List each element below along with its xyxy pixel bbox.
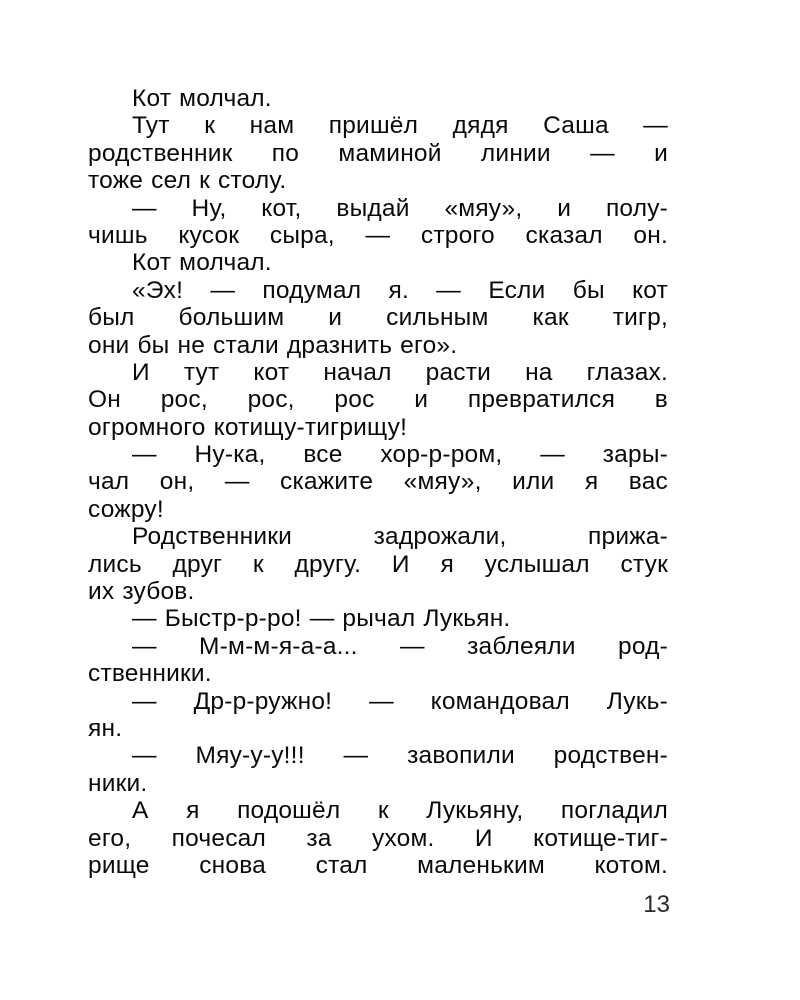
text-line: его, почесал за ухом. И котище-тиг- — [88, 824, 668, 852]
story-text — [88, 85, 668, 879]
text-line: ственники. — [88, 660, 212, 688]
text-line: — М-м-м-я-а-а... — заблеяли род- — [132, 632, 668, 660]
text-line: Тут к нам пришёл дядя Саша — — [132, 112, 668, 140]
text-line: родственник по маминой линии — и — [88, 139, 668, 167]
text-line: чишь кусок сыра, — строго сказал он. — [88, 221, 668, 249]
text-line: «Эх! — подумал я. — Если бы кот — [132, 276, 668, 304]
text-line: ники. — [88, 769, 148, 797]
text-line: рище снова стал маленьким котом. — [88, 851, 668, 879]
text-line: чал он, — скажите «мяу», или я вас — [88, 468, 668, 496]
text-line: Кот молчал. — [132, 85, 272, 112]
text-line: — Мяу-у-у!!! — завопили родствен- — [132, 742, 668, 770]
text-line: — Быстр-р-ро! — рычал Лукьян. — [132, 605, 511, 633]
text-line: — Др-р-ружно! — командовал Лукь- — [132, 687, 668, 715]
text-line: тоже сел к столу. — [88, 167, 287, 195]
text-line: — Ну, кот, выдай «мяу», и полу- — [132, 194, 668, 222]
text-line: огромного котищу-тигрищу! — [88, 413, 408, 441]
text-line: Он рос, рос, рос и превратился в — [88, 386, 668, 414]
text-line: Кот молчал. — [132, 249, 272, 277]
text-line: сожру! — [88, 495, 164, 523]
text-line: был большим и сильным как тигр, — [88, 304, 668, 332]
text-line: они бы не стали дразнить его». — [88, 331, 458, 359]
page-number: 13 — [643, 891, 670, 918]
text-line: лись друг к другу. И я услышал стук — [88, 550, 668, 578]
text-line: ян. — [88, 714, 123, 742]
text-line: Родственники задрожали, прижа- — [132, 523, 668, 551]
text-line: И тут кот начал расти на глазах. — [132, 358, 668, 386]
text-line: их зубов. — [88, 578, 195, 606]
text-line: — Ну-ка, все хор-р-ром, — зары- — [132, 441, 668, 469]
text-line: А я подошёл к Лукьяну, погладил — [132, 797, 668, 825]
